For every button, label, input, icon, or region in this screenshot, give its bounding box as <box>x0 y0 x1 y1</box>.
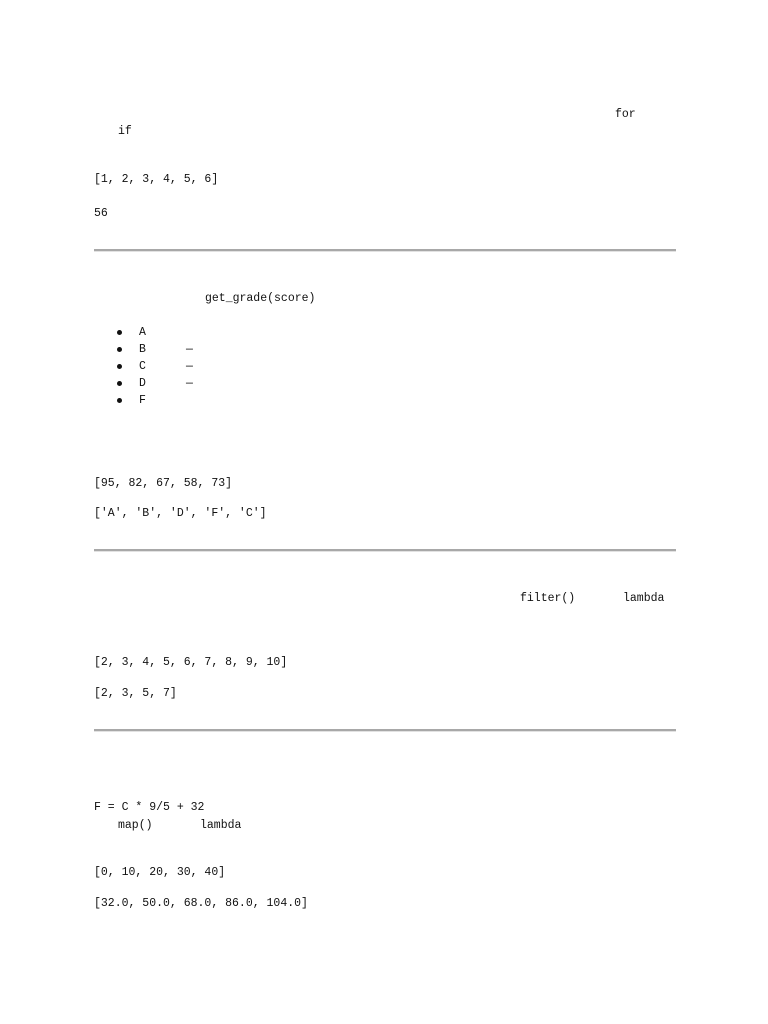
sum-output: 56 <box>94 207 108 220</box>
keyword-lambda: lambda <box>623 592 665 605</box>
bullet-icon <box>117 347 122 352</box>
grade-dash: — <box>186 377 193 390</box>
grade-letter: D <box>139 377 146 390</box>
numbers-output: [2, 3, 4, 5, 6, 7, 8, 9, 10] <box>94 656 288 669</box>
grade-letter: B <box>139 343 146 356</box>
section-divider-1 <box>94 249 676 252</box>
keyword-lambda: lambda <box>200 819 242 832</box>
grade-dash: — <box>186 360 193 373</box>
conversion-formula: F = C * 9/5 + 32 <box>94 801 205 814</box>
bullet-icon <box>117 330 122 335</box>
grade-dash: — <box>186 343 193 356</box>
section-divider-2 <box>94 549 676 552</box>
bullet-icon <box>117 381 122 386</box>
bullet-icon <box>117 398 122 403</box>
primes-output: [2, 3, 5, 7] <box>94 687 177 700</box>
grade-letter: F <box>139 394 146 407</box>
function-name: get_grade(score) <box>205 292 316 305</box>
section-divider-3 <box>94 729 676 732</box>
keyword-if: if <box>118 125 132 138</box>
fahrenheit-output: [32.0, 50.0, 68.0, 86.0, 104.0] <box>94 897 308 910</box>
grade-letter: C <box>139 360 146 373</box>
list-output: [1, 2, 3, 4, 5, 6] <box>94 173 219 186</box>
celsius-output: [0, 10, 20, 30, 40] <box>94 866 226 879</box>
bullet-icon <box>117 364 122 369</box>
keyword-for: for <box>615 108 636 121</box>
grade-letter: A <box>139 326 146 339</box>
keyword-filter: filter() <box>520 592 576 605</box>
scores-output: [95, 82, 67, 58, 73] <box>94 477 233 490</box>
keyword-map: map() <box>118 819 153 832</box>
grades-output: ['A', 'B', 'D', 'F', 'C'] <box>94 507 267 520</box>
